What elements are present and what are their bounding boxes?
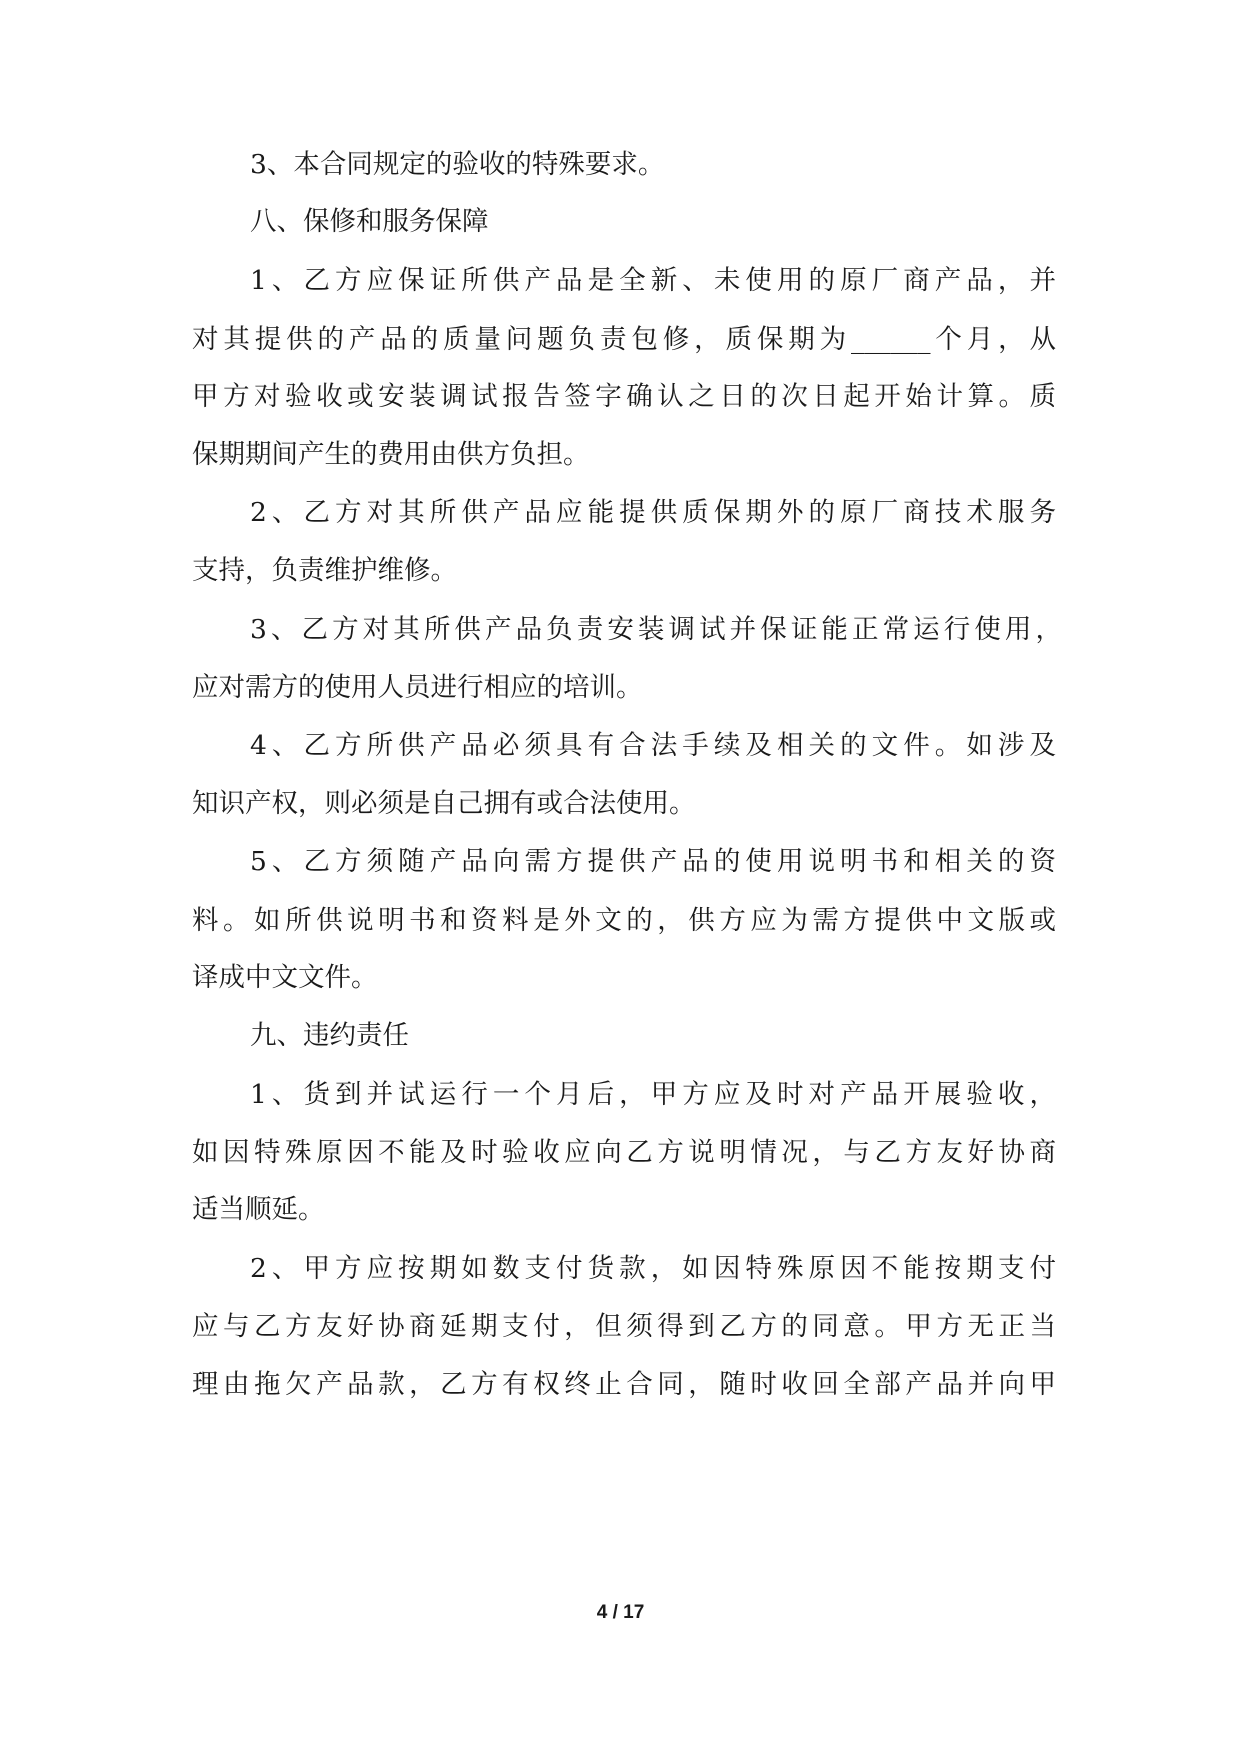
paragraph-line: 5、乙方须随产品向需方提供产品的使用说明书和相关的资 [250, 846, 1056, 877]
paragraph-line: 译成中文文件。 [192, 962, 378, 993]
paragraph-line: 2、甲方应按期如数支付货款，如因特殊原因不能按期支付 [250, 1253, 1056, 1284]
section-heading: 八、保修和服务保障 [250, 206, 489, 237]
paragraph-line: 理由拖欠产品款，乙方有权终止合同，随时收回全部产品并向甲 [192, 1369, 1056, 1400]
paragraph-line: 料。如所供说明书和资料是外文的，供方应为需方提供中文版或 [192, 905, 1056, 936]
paragraph-line: 适当顺延。 [192, 1194, 325, 1225]
paragraph-line: 甲方对验收或安装调试报告签字确认之日的次日起开始计算。质 [192, 381, 1056, 412]
paragraph-line: 应与乙方友好协商延期支付，但须得到乙方的同意。甲方无正当 [192, 1311, 1056, 1342]
paragraph-line: 4、乙方所供产品必须具有合法手续及相关的文件。如涉及 [250, 730, 1056, 761]
paragraph-line: 应对需方的使用人员进行相应的培训。 [192, 672, 643, 703]
paragraph-line: 保期期间产生的费用由供方负担。 [192, 439, 590, 470]
section-heading: 九、违约责任 [250, 1020, 409, 1051]
paragraph-line: 2、乙方对其所供产品应能提供质保期外的原厂商技术服务 [250, 497, 1056, 528]
paragraph-line: 对其提供的产品的质量问题负责包修，质保期为______个月，从 [192, 324, 1056, 355]
paragraph-line: 3、本合同规定的验收的特殊要求。 [250, 149, 665, 180]
paragraph-line: 3、乙方对其所供产品负责安装调试并保证能正常运行使用， [250, 614, 1062, 645]
paragraph-line: 1、货到并试运行一个月后，甲方应及时对产品开展验收， [250, 1079, 1056, 1110]
paragraph-line: 知识产权，则必须是自己拥有或合法使用。 [192, 788, 696, 819]
paragraph-line: 如因特殊原因不能及时验收应向乙方说明情况，与乙方友好协商 [192, 1137, 1056, 1168]
page-number: 4 / 17 [596, 1602, 645, 1623]
paragraph-line: 1、乙方应保证所供产品是全新、未使用的原厂商产品，并 [250, 265, 1056, 296]
paragraph-line: 支持，负责维护维修。 [192, 555, 457, 586]
